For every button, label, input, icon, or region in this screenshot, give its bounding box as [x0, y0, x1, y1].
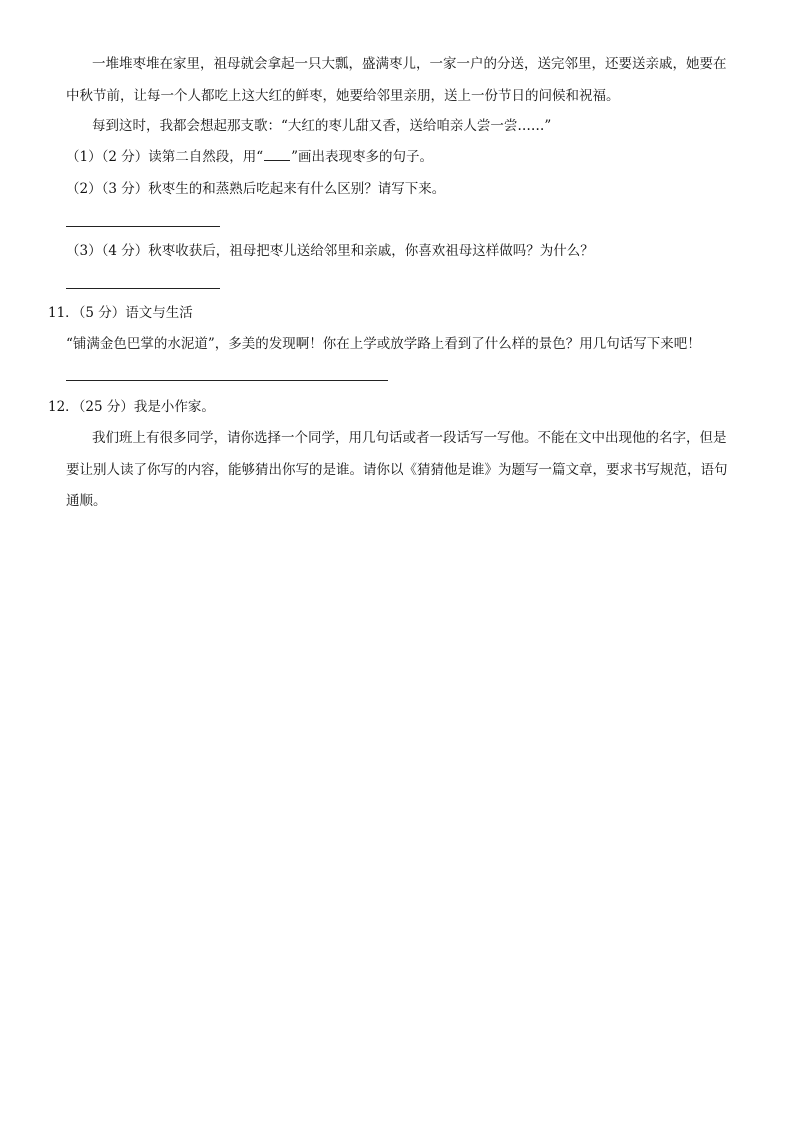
passage-paragraph-1-line-2: 中秋节前，让每一个人都吃上这大红的鲜枣，她要给邻里亲朋，送上一份节日的问候和祝福。 [66, 88, 620, 104]
item-11-heading: 11．（5 分）语文与生活 [48, 305, 193, 321]
question-2-answer-line[interactable] [66, 226, 220, 227]
underline-blank [264, 148, 290, 161]
question-1 [66, 147, 433, 167]
question-3: （3）（4 分）秋枣收获后，祖母把枣儿送给邻里和亲戚，你喜欢祖母这样做吗？为什么？ [66, 243, 594, 259]
question-3-answer-line[interactable] [66, 288, 220, 289]
question-1-text-after: ”画出表现枣多的句子。 [291, 149, 434, 165]
question-2: （2）（3 分）秋枣生的和蒸熟后吃起来有什么区别？请写下来。 [66, 181, 446, 197]
passage-paragraph-1-line-1: 一堆堆枣堆在家里，祖母就会拿起一只大瓢，盛满枣儿，一家一户的分送，送完邻里，还要送亲戚，她要在 [92, 56, 727, 72]
item-12-text-line-1: 我们班上有很多同学，请你选择一个同学，用几句话或者一段话写一写他。不能在文中出现他的名字，但是 [92, 430, 727, 446]
item-12-heading: 12．（25 分）我是小作家。 [48, 399, 215, 415]
item-11-answer-line[interactable] [66, 380, 388, 381]
passage-paragraph-2: 每到这时，我都会想起那支歌：“大红的枣儿甜又香，送给咱亲人尝一尝……” [92, 118, 552, 134]
item-12-text-line-2: 要让别人读了你写的内容，能够猜出你写的是谁。请你以《猜猜他是谁》为题写一篇文章，要求书写规范，语句 [66, 462, 728, 478]
item-11-prompt: “铺满金色巴掌的水泥道”，多美的发现啊！你在上学或放学路上看到了什么样的景色？用几句话写下来吧！ [66, 336, 701, 352]
item-12-text-line-3: 通顺。 [66, 493, 107, 509]
question-1-text-before: （1）（2 分）读第二自然段，用“ [66, 149, 264, 165]
